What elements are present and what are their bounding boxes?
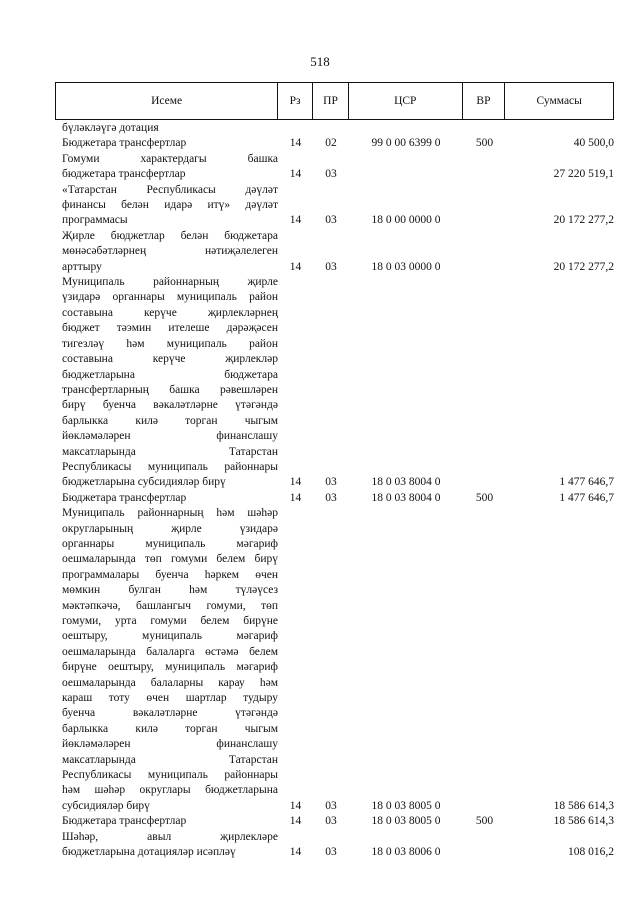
row-name-line: һәм шәһәр округлары бюджетларына bbox=[62, 784, 278, 797]
row-name-line: органнары муниципаль мәгариф bbox=[62, 537, 278, 550]
row-csr: 18 0 03 0000 0 bbox=[371, 260, 441, 273]
row-name-line: йөкләмәләрен финанслашу bbox=[62, 430, 278, 443]
row-name-line: бүләкләүгә дотация bbox=[62, 122, 159, 134]
row-name-line: бюджетларына бюджетара bbox=[62, 368, 278, 381]
row-sum: 40 500,0 bbox=[573, 137, 614, 150]
row-name-line: тигезләү һәм муниципаль район bbox=[62, 337, 278, 350]
row-name bbox=[62, 152, 278, 183]
row-name bbox=[62, 814, 278, 829]
row-vr: 500 bbox=[475, 137, 494, 150]
row-pr: 03 bbox=[325, 214, 337, 227]
row-rz: 14 bbox=[289, 137, 302, 150]
row-name-line: барлыкка килә торган чыгым bbox=[62, 414, 278, 427]
row-name-line: Республикасы муниципаль районнары bbox=[62, 460, 278, 473]
row-name-line: финансы белән идарә итү» дәүләт bbox=[62, 199, 278, 212]
row-name bbox=[62, 491, 278, 506]
row-name-line: бюджет тәэмин ителеше дәрәҗәсен bbox=[62, 322, 278, 335]
table-row bbox=[62, 136, 614, 151]
column-header-rz: Рз bbox=[277, 83, 312, 119]
table-header bbox=[55, 82, 614, 120]
row-pr: 03 bbox=[325, 491, 337, 504]
row-csr: 18 0 03 8004 0 bbox=[371, 476, 441, 489]
row-sum: 18 586 614,3 bbox=[553, 815, 614, 828]
table-row bbox=[62, 830, 614, 861]
row-name-line: гомуми, урта гомуми белем бирүне bbox=[62, 615, 278, 627]
row-sum: 1 477 646,7 bbox=[559, 476, 614, 489]
row-sum: 1 477 646,7 bbox=[559, 491, 614, 504]
row-name bbox=[62, 183, 278, 229]
row-name-line: оештыру, муниципаль мәгариф bbox=[62, 630, 278, 643]
row-name bbox=[62, 121, 278, 136]
row-name-line: бирүне оештыру, муниципаль мәгариф bbox=[62, 661, 278, 674]
row-rz: 14 bbox=[289, 168, 302, 181]
row-name-line: бюджетларына дотацияләр исәпләү bbox=[62, 846, 236, 859]
row-csr: 18 0 03 8005 0 bbox=[371, 799, 441, 812]
table-row bbox=[62, 121, 614, 136]
row-name-line: караш тоту өчен шартлар тудыру bbox=[62, 692, 278, 705]
column-header-csr: ЦСР bbox=[348, 83, 462, 119]
row-name-line: Бюджетара трансфертлар bbox=[62, 491, 187, 504]
row-pr: 02 bbox=[325, 137, 337, 150]
row-name-line: максатларында Татарстан bbox=[62, 445, 278, 458]
row-rz: 14 bbox=[289, 214, 302, 227]
row-name-line: Бюджетара трансфертлар bbox=[62, 815, 187, 828]
row-name-line: программасы bbox=[62, 214, 128, 227]
table-row bbox=[62, 506, 614, 814]
row-name-line: мөнәсәбәтләрнең нәтиҗәлелеген bbox=[62, 245, 278, 258]
table-body bbox=[62, 121, 614, 861]
row-rz: 14 bbox=[289, 491, 302, 504]
table-row bbox=[62, 229, 614, 275]
row-name-line: округларының җирле үзидарә bbox=[62, 522, 278, 535]
row-name bbox=[62, 136, 278, 151]
row-name-line: бирү буенча вәкаләтләрне үтәгәндә bbox=[62, 399, 278, 412]
row-name-line: Муниципаль районнарның җирле bbox=[62, 276, 278, 289]
page-number: 518 bbox=[310, 54, 330, 69]
row-name-line: мөмкин булган һәм түләүсез bbox=[62, 584, 278, 597]
row-name-line: Шәһәр, авыл җирлекләре bbox=[62, 830, 278, 843]
row-name-line: Җирле бюджетлар белән бюджетара bbox=[62, 229, 278, 242]
table-row bbox=[62, 814, 614, 829]
column-header-pr: ПР bbox=[312, 83, 348, 119]
row-name-line: Республикасы муниципаль районнары bbox=[62, 769, 278, 782]
row-name-line: бюджетара трансфертлар bbox=[62, 168, 186, 181]
row-rz: 14 bbox=[289, 846, 302, 859]
row-csr: 18 0 03 8006 0 bbox=[371, 846, 441, 859]
row-sum: 18 586 614,3 bbox=[553, 799, 614, 812]
row-rz: 14 bbox=[289, 476, 302, 489]
row-name-line: составына керүче җирлекләрнең bbox=[62, 306, 278, 319]
row-name-line: субсидияләр бирү bbox=[62, 799, 150, 812]
row-name bbox=[62, 830, 278, 861]
row-rz: 14 bbox=[289, 260, 302, 273]
row-sum: 108 016,2 bbox=[568, 846, 614, 859]
row-name-line: Бюджетара трансфертлар bbox=[62, 137, 187, 150]
row-name-line: йөкләмәләрен финанслашу bbox=[62, 738, 278, 751]
row-rz: 14 bbox=[289, 815, 302, 828]
row-pr: 03 bbox=[325, 476, 337, 489]
column-header-name: Исеме bbox=[151, 95, 183, 107]
row-pr: 03 bbox=[325, 799, 337, 812]
table-row bbox=[62, 275, 614, 491]
row-name-line: арттыру bbox=[62, 260, 102, 273]
row-pr: 03 bbox=[325, 168, 337, 181]
row-pr: 03 bbox=[325, 815, 337, 828]
row-csr: 18 0 00 0000 0 bbox=[371, 214, 441, 227]
row-name-line: трансфертларның башка рәвешләрен bbox=[62, 383, 278, 396]
row-vr: 500 bbox=[475, 815, 494, 828]
row-pr: 03 bbox=[325, 846, 337, 859]
row-name-line: оешмаларында төп гомуми белем бирү bbox=[62, 553, 278, 566]
row-vr: 500 bbox=[475, 491, 494, 504]
row-name-line: составына керүче җирлекләр bbox=[62, 353, 278, 366]
row-sum: 27 220 519,1 bbox=[553, 168, 614, 181]
row-rz: 14 bbox=[289, 799, 302, 812]
row-name-line: Муниципаль районнарның һәм шәһәр bbox=[62, 507, 278, 520]
row-name bbox=[62, 229, 278, 275]
row-pr: 03 bbox=[325, 260, 337, 273]
row-name bbox=[62, 275, 278, 491]
row-csr: 99 0 00 6399 0 bbox=[371, 137, 441, 150]
row-csr: 18 0 03 8005 0 bbox=[371, 815, 441, 828]
table-row bbox=[62, 491, 614, 506]
row-name-line: оешмаларында балаларга өстәмә белем bbox=[62, 645, 278, 658]
row-name-line: оешмаларында балаларны карау һәм bbox=[62, 676, 278, 689]
row-csr: 18 0 03 8004 0 bbox=[371, 491, 441, 504]
row-sum: 20 172 277,2 bbox=[553, 260, 614, 273]
row-name-line: Гомуми характердагы башка bbox=[62, 152, 278, 165]
column-header-vr: ВР bbox=[462, 83, 505, 119]
row-name-line: «Татарстан Республикасы дәүләт bbox=[62, 183, 278, 196]
row-name-line: буенча вәкаләтләрне үтәгәндә bbox=[62, 707, 278, 720]
row-name-line: үзидарә органнары муниципаль район bbox=[62, 291, 278, 304]
row-name-line: программалары буенча һәркем өчен bbox=[62, 568, 278, 581]
row-sum: 20 172 277,2 bbox=[553, 214, 614, 227]
table-row bbox=[62, 183, 614, 229]
row-name-line: бюджетларына субсидияләр бирү bbox=[62, 476, 226, 489]
row-name-line: барлыкка килә торган чыгым bbox=[62, 722, 278, 735]
table-row bbox=[62, 152, 614, 183]
row-name bbox=[62, 506, 278, 814]
row-name-line: максатларында Татарстан bbox=[62, 753, 278, 766]
column-header-sum: Суммасы bbox=[504, 83, 613, 119]
row-name-line: мәктәпкәчә, башлангыч гомуми, төп bbox=[62, 599, 278, 612]
